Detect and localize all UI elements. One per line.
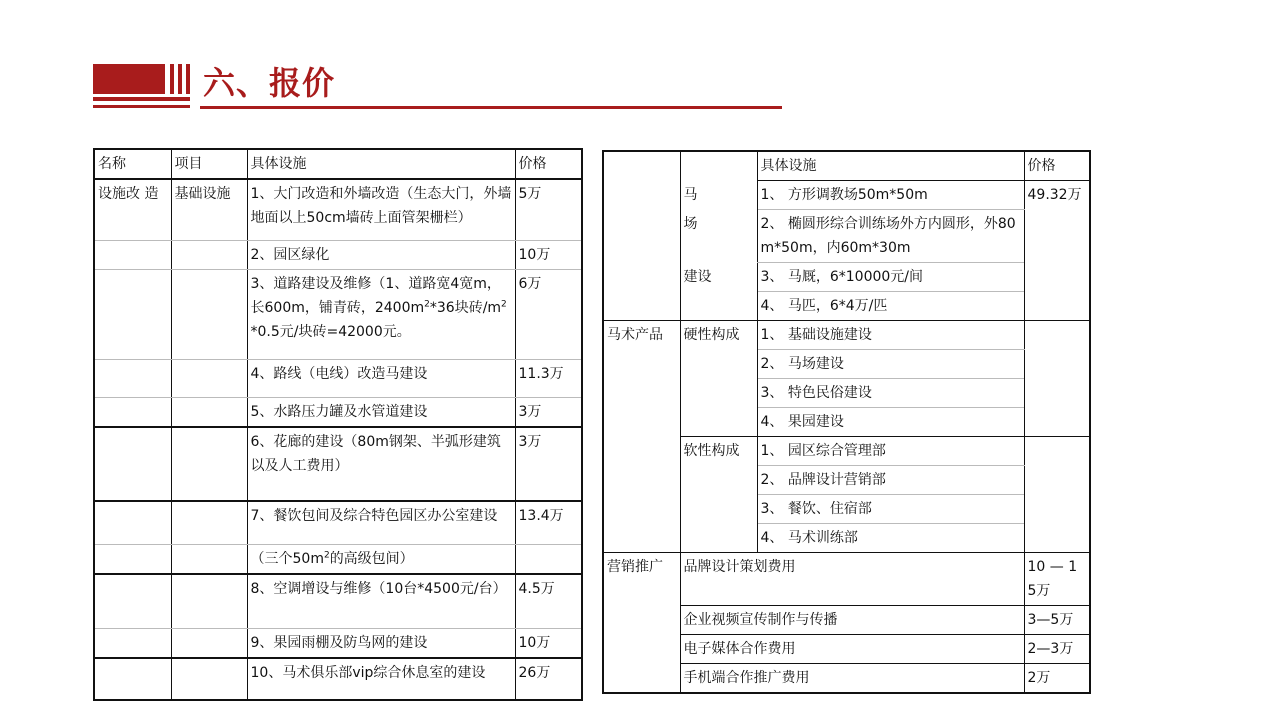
desc-cell: 3、 餐饮、住宿部 [757, 495, 1024, 524]
price-cell: 10万 [515, 628, 582, 658]
table-row [94, 179, 582, 240]
header-cell: 价格 [515, 149, 582, 179]
header-cell: 价格 [1024, 151, 1090, 181]
price-cell: 10万 [515, 240, 582, 269]
table-row [603, 321, 1090, 350]
price-cell: 10 — 15万 [1024, 553, 1090, 606]
table-row [94, 397, 582, 427]
price-cell: 2万 [1024, 664, 1090, 694]
desc-cell: 5、水路压力罐及水管道建设 [247, 397, 515, 427]
desc-cell: （三个$50m^2$的高级包间） [247, 545, 515, 575]
desc-cell: 3、道路建设及维修（1、道路宽4宽m，长600m，铺青砖，$2400m^2*36$块砖$/m^2*0.5$元/块砖=42000元。 [247, 269, 515, 359]
desc-cell: 1、 方形调教场50m*50m [757, 181, 1024, 210]
table-row [94, 545, 582, 575]
price-cell: 6万 [515, 269, 582, 359]
desc-cell: 4、 果园建设 [757, 408, 1024, 437]
desc-cell: 1、 基础设施建设 [757, 321, 1024, 350]
desc-cell: 企业视频宣传制作与传播 [680, 606, 1024, 635]
price-cell: 3—5万 [1024, 606, 1090, 635]
price-cell: 13.4万 [515, 501, 582, 545]
facility-quote-table [93, 148, 583, 701]
desc-cell: 1、大门改造和外墙改造（生态大门，外墙地面以上50cm墙砖上面管架栅栏） [247, 179, 515, 240]
page-title: 六、报价 [203, 64, 336, 102]
price-cell: 3万 [515, 397, 582, 427]
desc-cell: 品牌设计策划费用 [680, 553, 1024, 606]
group-item-cell: 基础设施 [171, 179, 247, 240]
price-cell: 11.3万 [515, 359, 582, 397]
desc-cell: 4、 马匹，6*4万/匹 [757, 292, 1024, 321]
table-row [94, 501, 582, 545]
header-cell: 名称 [94, 149, 171, 179]
desc-cell: 6、花廊的建设（80m钢架、半弧形建筑以及人工费用） [247, 427, 515, 501]
price-cell: 3万 [515, 427, 582, 501]
table-row [94, 574, 582, 628]
desc-cell: 2、 椭圆形综合训练场外方内圆形，外80m*50m，内60m*30m [757, 210, 1024, 263]
jianshe-label: 建设 [680, 263, 757, 292]
table-row [94, 427, 582, 501]
desc-cell: 10、马术俱乐部vip综合休息室的建设 [247, 658, 515, 700]
table-header-row [94, 149, 582, 179]
chang-label: 场 [680, 210, 757, 256]
price-cell: 2—3万 [1024, 635, 1090, 664]
desc-cell: 1、 园区综合管理部 [757, 437, 1024, 466]
price-cell: 49.32万 [1024, 181, 1090, 321]
ma-label: 马 [680, 181, 757, 210]
table-row [94, 658, 582, 700]
desc-cell: 4、路线（电线）改造马建设 [247, 359, 515, 397]
group-name-cell: 设施改 造 [94, 179, 171, 240]
table-header-row [603, 151, 1090, 181]
header-cell: 具体设施 [247, 149, 515, 179]
desc-cell: 3、 马厩，6*10000元/间 [757, 263, 1024, 292]
price-cell: 5万 [515, 179, 582, 240]
title-underline [200, 106, 782, 109]
desc-cell: 手机端合作推广费用 [680, 664, 1024, 694]
price-cell: 26万 [515, 658, 582, 700]
table-row [94, 269, 582, 359]
hard-label: 硬性构成 [680, 321, 757, 437]
table-row [94, 628, 582, 658]
soft-label: 软性构成 [680, 437, 757, 553]
desc-cell: 2、园区绿化 [247, 240, 515, 269]
price-cell: 4.5万 [515, 574, 582, 628]
table-row [94, 240, 582, 269]
desc-cell: 3、 特色民俗建设 [757, 379, 1024, 408]
header-cell: 项目 [171, 149, 247, 179]
product-quote-table [602, 150, 1091, 694]
table-row [603, 553, 1090, 606]
desc-cell: 2、 马场建设 [757, 350, 1024, 379]
desc-cell: 7、餐饮包间及综合特色园区办公室建设 [247, 501, 515, 545]
desc-cell: 8、空调增设与维修（10台*4500元/台） [247, 574, 515, 628]
desc-cell: 2、 品牌设计营销部 [757, 466, 1024, 495]
desc-cell: 电子媒体合作费用 [680, 635, 1024, 664]
header-cell: 具体设施 [757, 151, 1024, 181]
marketing-label: 营销推广 [603, 553, 680, 694]
table-row [94, 359, 582, 397]
product-label: 马术产品 [603, 321, 680, 553]
desc-cell: 9、果园雨棚及防鸟网的建设 [247, 628, 515, 658]
desc-cell: 4、 马术训练部 [757, 524, 1024, 553]
